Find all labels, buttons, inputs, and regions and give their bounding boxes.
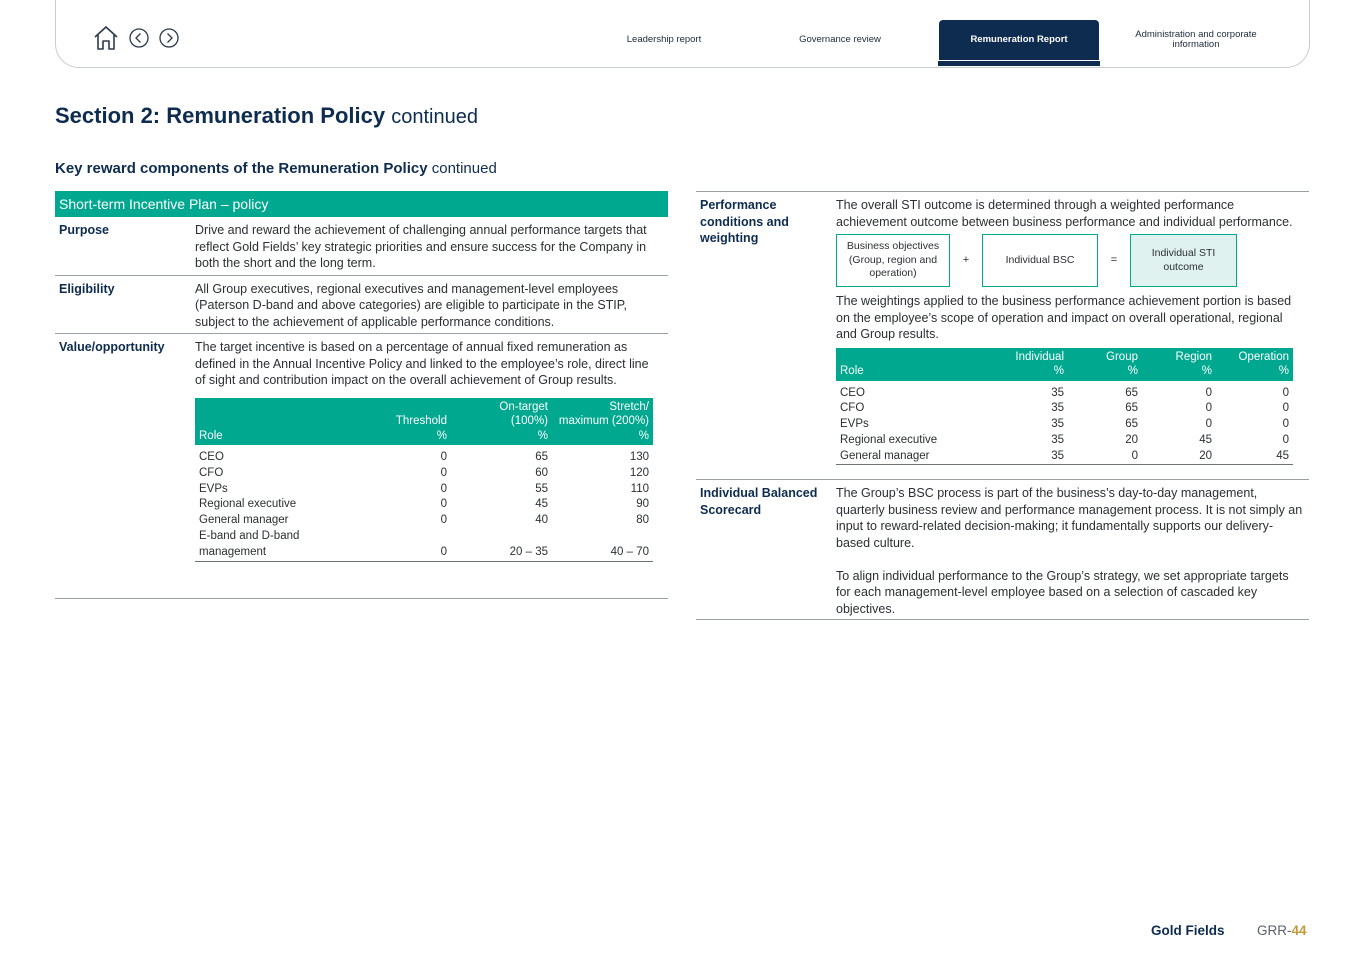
performance-conditions-section [696,191,1309,620]
formula-equals: = [1110,254,1118,267]
col-header-region: Region % [1142,348,1216,381]
page-num: 44 [1291,923,1307,938]
footer-brand: Gold Fields [1151,923,1225,938]
col-header-operation: Operation % [1216,348,1293,381]
col-header-group: Group % [1068,348,1142,381]
nav-icons-group [92,24,180,52]
row-label: Purpose [59,223,110,237]
col-header-individual: Individual % [986,348,1068,381]
page-number [1257,923,1307,938]
col-header-role: Role [836,348,986,381]
tab-governance-review[interactable]: Governance review [799,33,881,45]
row-label: Eligibility [59,281,115,296]
policy-row-eligibility [55,276,668,335]
table-header-row [195,398,653,446]
page-title [55,103,478,129]
back-arrow-icon[interactable] [128,27,150,49]
row-label: Performance conditions and weighting [700,198,789,245]
bsc-paragraph-1: The Group’s BSC process is part of the business’s day-to-day management, quarterly business review and performance management process. It is not simply an input to reward-related decision-making; it fundamentally supports our delivery-based culture. [836,486,1303,550]
col-header-threshold: Threshold % [355,398,451,446]
row-label: Value/opportunity [59,340,165,354]
table-row: Regional executive 0 45 90 [199,498,649,511]
formula-box-individual-bsc: Individual BSC [982,234,1098,287]
top-navigation-bar [55,0,1310,68]
perf-after-text: The weightings applied to the business performance achievement portion is based on the employee’s scope of operation and impact on overall operational, regional and Group results. [836,294,1292,341]
perf-intro-text: The overall STI outcome is determined through a weighted performance achievement outcome between business performance and individual performance. [836,198,1293,229]
table-row: General manager 35 0 20 45 [836,449,1293,465]
weighting-table [836,348,1293,466]
table-header-row [836,348,1293,381]
table-row: EVPs 35 65 0 0 [840,418,1289,431]
stip-header: Short-term Incentive Plan – policy [55,191,668,217]
col-header-on-target: On-target (100%) % [451,398,552,446]
row-performance-conditions [696,192,1309,480]
home-icon[interactable] [92,24,120,52]
row-content [836,197,1309,465]
page-title-suffix: continued [391,106,478,128]
row-label: Individual Balanced Scorecard [700,486,818,517]
formula-box-sti-outcome: Individual STI outcome [1130,234,1237,287]
row-text: Drive and reward the achievement of challenging annual performance targets that reflect Gold Fields’ key strategic priorities and ensure success for the Company in both the short and the long term. [195,223,647,270]
table-row: General manager 0 40 80 [199,514,649,527]
forward-arrow-icon[interactable] [158,27,180,49]
formula-box-business-objectives: Business objectives (Group, region and operation) [836,234,950,287]
page-title-main: Section 2: Remuneration Policy [55,103,386,128]
subtitle-main: Key reward components of the Remuneration Policy [55,160,428,177]
table-row: Regional executive 35 20 45 0 [840,433,1289,446]
row-text: The target incentive is based on a percentage of annual fixed remuneration as defined in the Annual Incentive Policy and linked to the employee’s role, direct line of sight and contribution impact on the overall achievement of Group results. [195,340,649,387]
table-row: CEO 35 65 0 0 [840,386,1289,399]
section-subtitle [55,160,497,177]
policy-row-value-opportunity [55,334,668,599]
row-content [195,339,668,562]
table-row: E-band and D-band management 0 20 – 35 40 – 70 [195,529,653,561]
tab-leadership-report[interactable]: Leadership report [626,33,702,45]
policy-row-purpose [55,217,668,276]
bsc-paragraph-2: To align individual performance to the Group’s strategy, we set appropriate targets for each management-level employee based on a selection of cascaded key objectives. [836,568,1289,616]
tab-remuneration-report[interactable]: Remuneration Report [939,20,1099,60]
table-row: EVPs 0 55 110 [199,482,649,495]
stip-policy-table [55,191,668,599]
row-text: All Group executives, regional executives and management-level employees (Paterson D-band and above categories) are eligible to participate in the STIP, subject to the achievement of applicable performance conditions. [195,281,627,329]
tab-administration-corporate-info[interactable]: Administration and corporate information [1135,28,1257,50]
subtitle-suffix: continued [431,160,497,177]
page-prefix: GRR- [1257,923,1292,938]
row-individual-balanced-scorecard [696,480,1309,620]
col-header-role: Role [195,398,355,446]
table-row: CFO 35 65 0 0 [840,402,1289,415]
table-row: CEO 0 65 130 [199,451,649,463]
sti-formula-diagram [836,234,1303,287]
formula-plus: + [962,254,970,267]
row-content [836,485,1309,617]
incentive-percentage-table [195,398,653,562]
table-row: CFO 0 60 120 [199,466,649,479]
col-header-stretch: Stretch/ maximum (200%) % [552,398,653,446]
